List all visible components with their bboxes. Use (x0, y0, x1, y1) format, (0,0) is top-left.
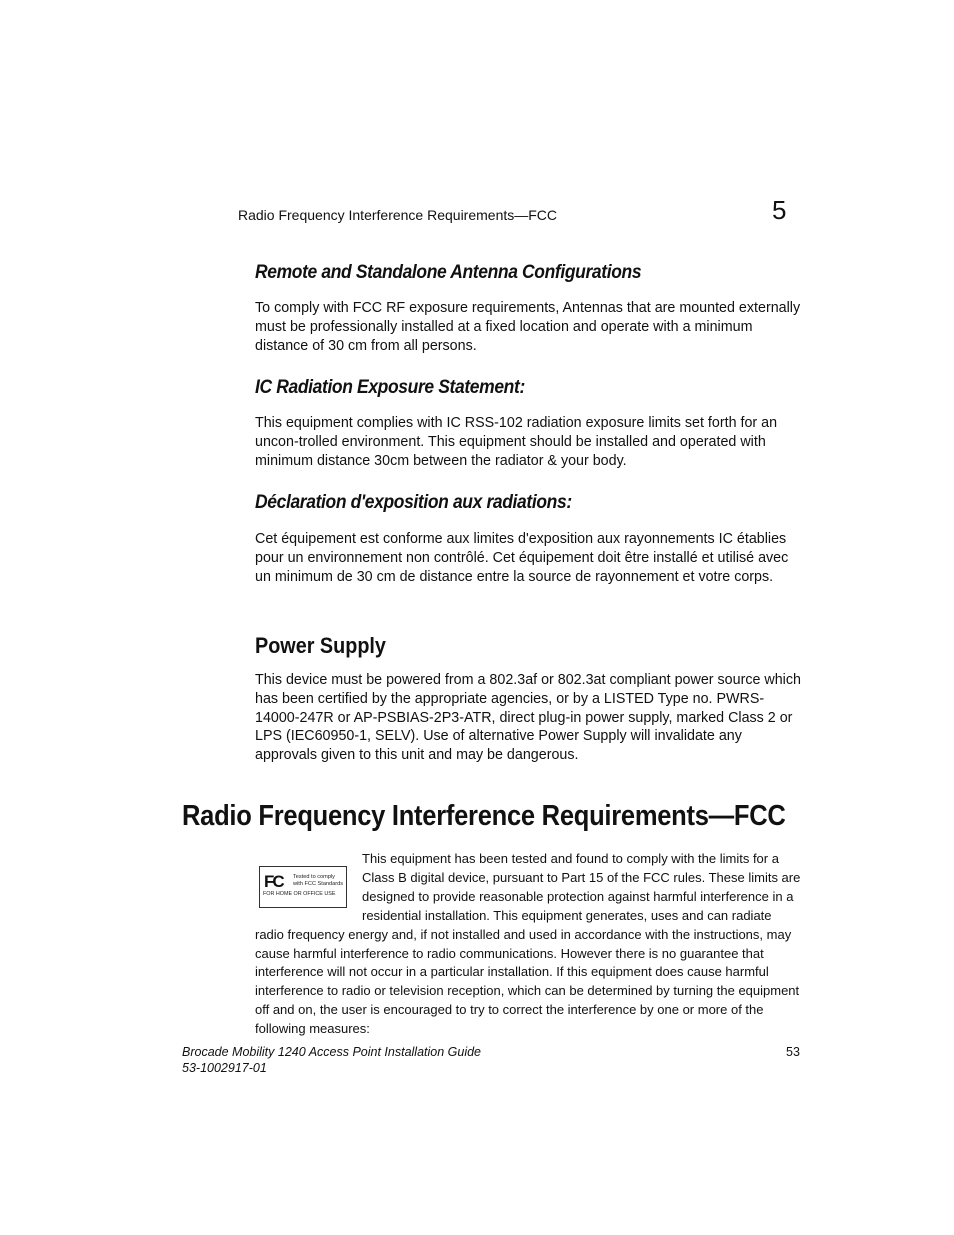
fcc-tested-text: Tested to comply with FCC Standards (293, 874, 344, 887)
rfi-fcc-paragraph: This equipment has been tested and found to comply with the limits for a Class B digital device, pursuant to Part 15 of the FCC rules. These limits are designed to provide reasonable protection against harmful interference in a residential installation. This equipment generates, uses and can radiate radio frequency energy and, if not installed and used in accordance with the instructions, may cause harmful interference to radio communications. However there is no guarantee that interference will not occur in a particular installation. If this equipment does cause harmful interference to radio or television reception, which can be determined by turning the equipment off and on, the user is encouraged to try to correct the interference by one or more of the following measures: (255, 851, 801, 1037)
footer-guide-title: Brocade Mobility 1240 Access Point Installation Guide (182, 1045, 482, 1059)
power-supply-paragraph: This device must be powered from a 802.3af or 802.3at compliant power source which has been certified by the appropriate agencies, or by a LISTED Type no. PWRS-14000-247R or AP-PSBIAS-2P3-ATR, direct plug-in power supply, marked Class 2 or LPS (IEC60950-1, SELV). Use of alternative Power Supply will invalidate any approvals given to this unit and may be dangerous. (255, 672, 801, 764)
ic-radiation-heading: IC Radiation Exposure Statement: (255, 377, 525, 398)
fcc-home-office-text: FOR HOME OR OFFICE USE (263, 891, 336, 898)
declaration-paragraph: Cet équipement est conforme aux limites d'exposition aux rayonnements IC établies pour un environnement non contrôlé. Cet équipement doit être installé et utilisé avec un minimum de 30 cm de distance entre la source de rayonnement et votre corps. (255, 531, 789, 585)
rfi-fcc-paragraph-block (255, 850, 803, 1039)
rfi-fcc-heading: Radio Frequency Interference Requirements—FCC (182, 800, 786, 832)
remote-antenna-paragraph: To comply with FCC RF exposure requirements, Antennas that are mounted externally must be professionally installed at a fixed location and operate with a minimum distance of 30 cm from all persons. (255, 300, 801, 354)
fcc-logo (259, 866, 347, 908)
declaration-heading: Déclaration d'exposition aux radiations: (255, 492, 572, 513)
power-supply-heading: Power Supply (255, 633, 386, 658)
footer-doc-number: 53-1002917-01 (182, 1061, 267, 1075)
remote-antenna-heading: Remote and Standalone Antenna Configurations (255, 262, 642, 283)
chapter-number: 5 (772, 195, 787, 225)
running-header: Radio Frequency Interference Requirements—FCC (238, 207, 558, 223)
footer-page-number: 53 (786, 1045, 800, 1059)
fcc-mark-text: FC (264, 872, 283, 891)
ic-radiation-paragraph: This equipment complies with IC RSS-102 radiation exposure limits set forth for an uncon-trolled environment. This equipment should be installed and operated with minimum distance 30cm between the radiator & your body. (255, 415, 778, 469)
